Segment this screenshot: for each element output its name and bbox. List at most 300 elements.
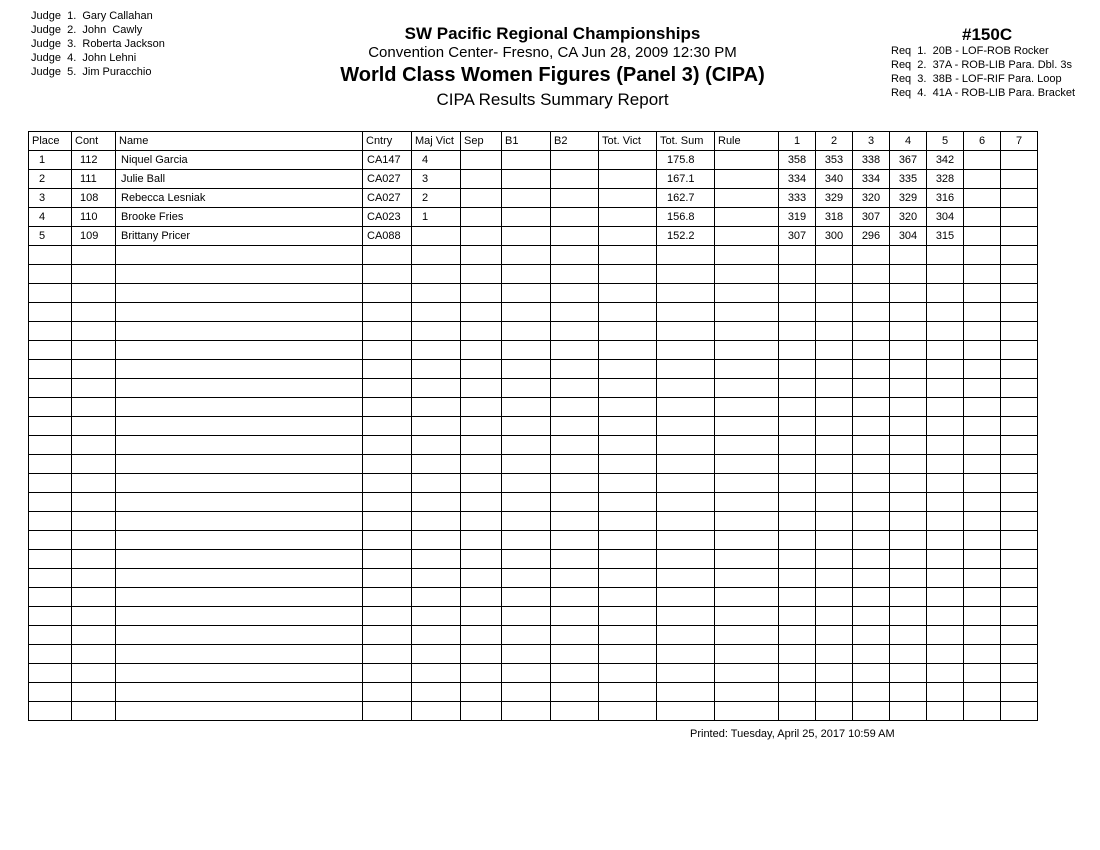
table-cell: [853, 284, 890, 303]
table-cell: [29, 322, 72, 341]
table-cell: [599, 702, 657, 721]
table-cell: [964, 360, 1001, 379]
table-cell: [72, 569, 116, 588]
results-table: [28, 131, 1038, 721]
table-cell: [363, 588, 412, 607]
table-cell: [72, 265, 116, 284]
table-cell: 353: [816, 151, 853, 170]
table-cell: [1001, 455, 1038, 474]
table-cell: [779, 265, 816, 284]
table-cell: [927, 246, 964, 265]
table-cell: [927, 398, 964, 417]
table-cell: 319: [779, 208, 816, 227]
table-cell: [116, 588, 363, 607]
table-cell: [29, 379, 72, 398]
table-cell: [29, 626, 72, 645]
table-cell: [1001, 341, 1038, 360]
table-cell: 320: [890, 208, 927, 227]
table-cell: [599, 303, 657, 322]
event-number: #150C: [962, 25, 1013, 44]
table-cell: [715, 607, 779, 626]
table-cell: [551, 493, 599, 512]
table-cell: [72, 550, 116, 569]
table-cell: [29, 683, 72, 702]
results-body: [29, 151, 1038, 721]
empty-table-row: [29, 683, 1038, 702]
table-cell: [599, 455, 657, 474]
table-cell: [116, 493, 363, 512]
table-cell: [502, 322, 551, 341]
empty-table-row: [29, 246, 1038, 265]
table-cell: [1001, 284, 1038, 303]
table-cell: [890, 341, 927, 360]
table-cell: [1001, 550, 1038, 569]
table-cell: [72, 284, 116, 303]
table-cell: [816, 531, 853, 550]
table-cell: [890, 626, 927, 645]
table-cell: [1001, 265, 1038, 284]
table-cell: [853, 379, 890, 398]
table-cell: [964, 227, 1001, 246]
table-cell: [657, 512, 715, 531]
table-cell: [657, 398, 715, 417]
table-cell: [502, 417, 551, 436]
table-cell: [551, 379, 599, 398]
table-cell: [551, 588, 599, 607]
table-cell: [1001, 588, 1038, 607]
table-cell: [927, 322, 964, 341]
table-cell: [715, 398, 779, 417]
table-cell: [551, 246, 599, 265]
table-cell: 156.8: [657, 208, 715, 227]
table-cell: [964, 341, 1001, 360]
table-cell: [461, 436, 502, 455]
empty-table-row: [29, 474, 1038, 493]
table-cell: [890, 512, 927, 531]
table-cell: [599, 474, 657, 493]
column-header: Maj Vict: [412, 132, 461, 151]
table-cell: [502, 379, 551, 398]
column-header: 7: [1001, 132, 1038, 151]
report-name: CIPA Results Summary Report: [436, 90, 669, 109]
table-cell: [72, 512, 116, 531]
table-cell: [29, 284, 72, 303]
table-cell: [853, 588, 890, 607]
table-cell: [927, 645, 964, 664]
table-cell: [551, 664, 599, 683]
table-cell: [29, 303, 72, 322]
table-cell: [853, 550, 890, 569]
column-header: Name: [116, 132, 363, 151]
empty-table-row: [29, 341, 1038, 360]
table-cell: [657, 379, 715, 398]
table-cell: [715, 455, 779, 474]
table-cell: [363, 455, 412, 474]
table-cell: 307: [853, 208, 890, 227]
table-cell: [927, 607, 964, 626]
table-cell: [964, 664, 1001, 683]
table-cell: [657, 607, 715, 626]
table-cell: [461, 702, 502, 721]
table-cell: [412, 569, 461, 588]
table-cell: Brooke Fries: [116, 208, 363, 227]
table-cell: [599, 379, 657, 398]
table-cell: [461, 208, 502, 227]
table-cell: [72, 683, 116, 702]
table-cell: [964, 151, 1001, 170]
column-header: B2: [551, 132, 599, 151]
table-cell: [964, 702, 1001, 721]
table-cell: 1: [29, 151, 72, 170]
table-cell: [890, 493, 927, 512]
table-cell: CA023: [363, 208, 412, 227]
table-cell: [927, 436, 964, 455]
table-cell: [853, 246, 890, 265]
table-cell: [657, 341, 715, 360]
table-cell: [890, 265, 927, 284]
empty-table-row: [29, 493, 1038, 512]
table-cell: [461, 341, 502, 360]
table-cell: [927, 569, 964, 588]
table-cell: [116, 436, 363, 455]
table-cell: [853, 512, 890, 531]
table-cell: [502, 626, 551, 645]
table-cell: [599, 607, 657, 626]
table-cell: [1001, 645, 1038, 664]
table-cell: [816, 265, 853, 284]
empty-table-row: [29, 360, 1038, 379]
table-cell: [816, 322, 853, 341]
column-header: 2: [816, 132, 853, 151]
column-header: Cont: [72, 132, 116, 151]
table-cell: [1001, 227, 1038, 246]
table-cell: [715, 246, 779, 265]
table-cell: [964, 208, 1001, 227]
table-cell: [715, 303, 779, 322]
table-cell: [551, 626, 599, 645]
table-cell: [816, 607, 853, 626]
table-cell: [116, 702, 363, 721]
table-cell: [412, 550, 461, 569]
table-cell: [29, 512, 72, 531]
table-cell: [551, 265, 599, 284]
table-cell: [816, 512, 853, 531]
table-cell: [363, 474, 412, 493]
table-cell: [116, 474, 363, 493]
table-cell: [461, 531, 502, 550]
table-cell: [461, 379, 502, 398]
table-cell: [599, 398, 657, 417]
table-cell: [363, 512, 412, 531]
table-cell: [461, 683, 502, 702]
table-cell: [363, 607, 412, 626]
column-header: 3: [853, 132, 890, 151]
judge-line: Judge 3. Roberta Jackson: [31, 38, 165, 50]
table-cell: [1001, 360, 1038, 379]
table-cell: [890, 683, 927, 702]
table-cell: [551, 341, 599, 360]
column-header: Tot. Sum: [657, 132, 715, 151]
table-cell: Niquel Garcia: [116, 151, 363, 170]
table-cell: [816, 436, 853, 455]
table-cell: [599, 265, 657, 284]
table-cell: [927, 360, 964, 379]
table-cell: [657, 436, 715, 455]
table-cell: 328: [927, 170, 964, 189]
table-cell: 152.2: [657, 227, 715, 246]
table-cell: [890, 360, 927, 379]
table-cell: [502, 246, 551, 265]
table-cell: [927, 303, 964, 322]
table-cell: [964, 170, 1001, 189]
table-cell: [890, 645, 927, 664]
empty-table-row: [29, 322, 1038, 341]
table-cell: 162.7: [657, 189, 715, 208]
table-cell: [412, 398, 461, 417]
table-cell: [599, 189, 657, 208]
table-cell: [657, 493, 715, 512]
table-cell: [927, 417, 964, 436]
table-cell: [890, 284, 927, 303]
table-row: [29, 189, 1038, 208]
table-cell: [363, 645, 412, 664]
table-cell: [927, 379, 964, 398]
table-cell: [461, 151, 502, 170]
table-cell: [715, 569, 779, 588]
table-cell: [461, 664, 502, 683]
empty-table-row: [29, 436, 1038, 455]
table-cell: [816, 493, 853, 512]
table-cell: [890, 588, 927, 607]
table-cell: [853, 531, 890, 550]
event-name: SW Pacific Regional Championships: [404, 24, 701, 43]
table-cell: [715, 284, 779, 303]
judge-line: Judge 5. Jim Puracchio: [31, 66, 152, 78]
table-cell: [779, 246, 816, 265]
table-cell: [853, 455, 890, 474]
table-cell: [890, 702, 927, 721]
table-cell: [715, 189, 779, 208]
table-cell: [1001, 683, 1038, 702]
table-cell: [116, 322, 363, 341]
table-cell: [461, 360, 502, 379]
table-cell: [964, 550, 1001, 569]
table-cell: [853, 417, 890, 436]
table-cell: [599, 493, 657, 512]
table-cell: [1001, 417, 1038, 436]
table-cell: [715, 360, 779, 379]
table-cell: [72, 626, 116, 645]
table-cell: [412, 607, 461, 626]
table-cell: [715, 151, 779, 170]
table-cell: [715, 493, 779, 512]
table-cell: [551, 189, 599, 208]
table-cell: [599, 664, 657, 683]
table-cell: [853, 303, 890, 322]
table-cell: [964, 588, 1001, 607]
empty-table-row: [29, 398, 1038, 417]
table-cell: [599, 170, 657, 189]
table-cell: [412, 360, 461, 379]
table-cell: [72, 531, 116, 550]
table-cell: [927, 550, 964, 569]
table-cell: CA027: [363, 170, 412, 189]
table-cell: 338: [853, 151, 890, 170]
empty-table-row: [29, 455, 1038, 474]
table-cell: [927, 664, 964, 683]
table-cell: [72, 246, 116, 265]
table-cell: [853, 493, 890, 512]
table-cell: [72, 417, 116, 436]
judges-list: [31, 9, 165, 79]
table-cell: [715, 550, 779, 569]
table-cell: [657, 531, 715, 550]
table-cell: [657, 303, 715, 322]
table-cell: [461, 588, 502, 607]
table-cell: [715, 512, 779, 531]
column-header: Cntry: [363, 132, 412, 151]
table-cell: [657, 265, 715, 284]
table-cell: 329: [890, 189, 927, 208]
table-cell: [412, 417, 461, 436]
table-cell: [599, 569, 657, 588]
table-cell: [1001, 512, 1038, 531]
table-cell: [964, 189, 1001, 208]
table-cell: [816, 683, 853, 702]
table-cell: [1001, 664, 1038, 683]
table-cell: [461, 227, 502, 246]
table-cell: [461, 170, 502, 189]
table-cell: [657, 626, 715, 645]
table-cell: [599, 246, 657, 265]
table-cell: [502, 189, 551, 208]
table-cell: [412, 303, 461, 322]
table-cell: [412, 512, 461, 531]
table-cell: [715, 436, 779, 455]
table-cell: [29, 417, 72, 436]
table-cell: [72, 607, 116, 626]
table-cell: [29, 702, 72, 721]
table-cell: [779, 455, 816, 474]
table-cell: 167.1: [657, 170, 715, 189]
table-cell: [657, 360, 715, 379]
table-cell: 111: [72, 170, 116, 189]
table-cell: [72, 398, 116, 417]
table-cell: [461, 493, 502, 512]
table-cell: 340: [816, 170, 853, 189]
table-cell: [363, 265, 412, 284]
table-cell: [72, 664, 116, 683]
table-cell: [72, 588, 116, 607]
table-cell: [715, 208, 779, 227]
table-cell: [890, 569, 927, 588]
table-cell: [461, 265, 502, 284]
table-cell: [412, 265, 461, 284]
table-cell: [551, 550, 599, 569]
report-header: [300, 24, 805, 110]
table-cell: [116, 531, 363, 550]
table-cell: [964, 246, 1001, 265]
table-cell: [461, 284, 502, 303]
table-cell: 342: [927, 151, 964, 170]
table-cell: [29, 569, 72, 588]
empty-table-row: [29, 284, 1038, 303]
table-cell: [964, 607, 1001, 626]
table-cell: [715, 683, 779, 702]
table-cell: [461, 607, 502, 626]
table-cell: [657, 246, 715, 265]
table-cell: [29, 664, 72, 683]
page-title: World Class Women Figures (Panel 3) (CIPA): [340, 64, 765, 86]
table-cell: [816, 702, 853, 721]
empty-table-row: [29, 531, 1038, 550]
table-cell: [72, 360, 116, 379]
table-cell: [29, 531, 72, 550]
table-cell: [1001, 531, 1038, 550]
table-cell: 2: [29, 170, 72, 189]
table-cell: [816, 645, 853, 664]
table-cell: [461, 303, 502, 322]
table-cell: [551, 531, 599, 550]
table-cell: [927, 455, 964, 474]
column-header: Place: [29, 132, 72, 151]
empty-table-row: [29, 702, 1038, 721]
table-cell: [363, 531, 412, 550]
table-cell: [72, 303, 116, 322]
table-cell: [657, 664, 715, 683]
table-cell: [551, 227, 599, 246]
table-cell: [779, 360, 816, 379]
table-cell: [72, 474, 116, 493]
table-cell: [551, 417, 599, 436]
table-cell: [72, 436, 116, 455]
table-cell: [29, 265, 72, 284]
table-cell: [551, 607, 599, 626]
table-cell: [715, 322, 779, 341]
empty-table-row: [29, 303, 1038, 322]
table-cell: [715, 379, 779, 398]
table-cell: [502, 455, 551, 474]
table-cell: [551, 683, 599, 702]
table-row: [29, 208, 1038, 227]
table-cell: [715, 645, 779, 664]
table-cell: [599, 588, 657, 607]
table-cell: [964, 436, 1001, 455]
table-cell: [853, 341, 890, 360]
table-cell: [715, 417, 779, 436]
table-cell: [779, 417, 816, 436]
table-cell: 1: [412, 208, 461, 227]
table-cell: [29, 550, 72, 569]
table-cell: [816, 588, 853, 607]
table-cell: 112: [72, 151, 116, 170]
table-cell: [502, 474, 551, 493]
table-cell: [1001, 493, 1038, 512]
table-cell: [890, 550, 927, 569]
table-cell: [412, 683, 461, 702]
table-cell: [816, 284, 853, 303]
table-cell: [657, 474, 715, 493]
empty-table-row: [29, 588, 1038, 607]
table-cell: [412, 626, 461, 645]
table-cell: [964, 683, 1001, 702]
table-cell: [461, 645, 502, 664]
table-cell: [964, 512, 1001, 531]
table-cell: [363, 550, 412, 569]
table-cell: [551, 151, 599, 170]
table-cell: [964, 303, 1001, 322]
table-cell: [116, 626, 363, 645]
